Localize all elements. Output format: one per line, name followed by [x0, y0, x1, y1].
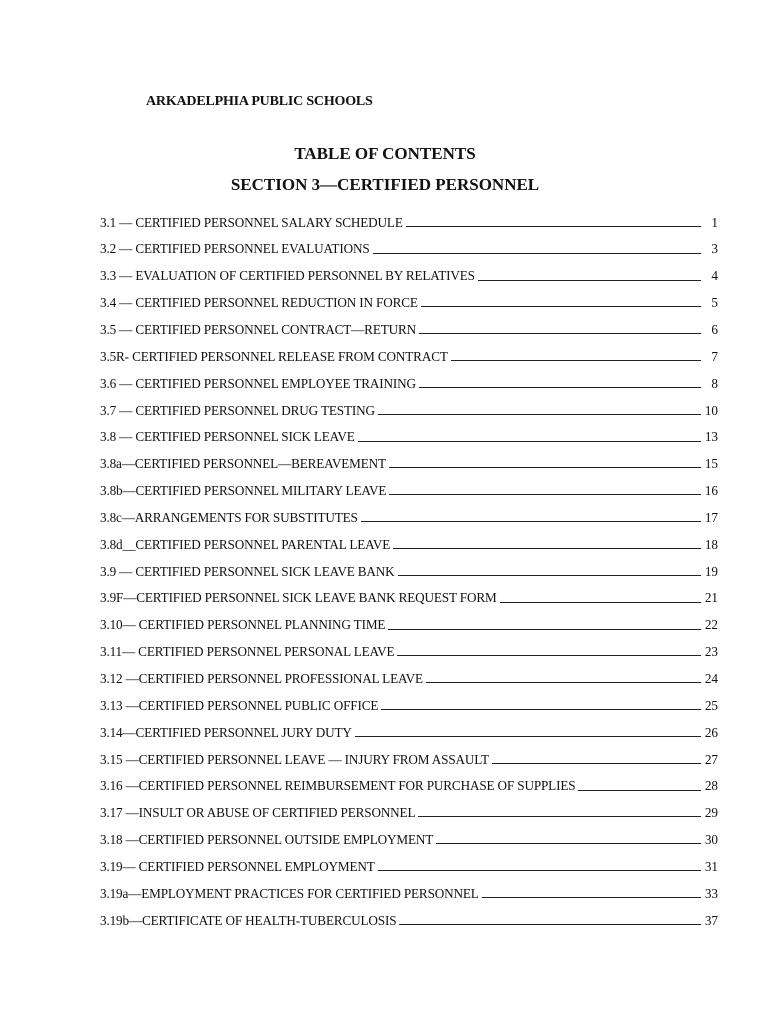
- toc-leader-line: [389, 494, 701, 495]
- toc-entry-label: 3.9F—CERTIFIED PERSONNEL SICK LEAVE BANK REQUEST FORM: [100, 590, 497, 606]
- toc-entry-page: 33: [704, 885, 718, 901]
- toc-entry-label: 3.19a—EMPLOYMENT PRACTICES FOR CERTIFIED PERSONNEL: [100, 885, 479, 901]
- toc-entry-page: 6: [711, 322, 718, 338]
- toc-entry-page: 26: [704, 724, 718, 740]
- toc-entry-page: 10: [704, 402, 718, 418]
- toc-leader-line: [500, 602, 701, 603]
- toc-entry-label: 3.8c—ARRANGEMENTS FOR SUBSTITUTES: [100, 509, 358, 525]
- toc-entry-page: 27: [704, 751, 718, 767]
- toc-entry-label: 3.8 — CERTIFIED PERSONNEL SICK LEAVE: [100, 429, 355, 445]
- toc-leader-line: [451, 360, 701, 361]
- toc-entry-label: 3.9 — CERTIFIED PERSONNEL SICK LEAVE BANK: [100, 563, 395, 579]
- toc-entry-label: 3.1 — CERTIFIED PERSONNEL SALARY SCHEDULE: [100, 214, 403, 230]
- toc-entry-page: 24: [704, 670, 718, 686]
- toc-entry-label: 3.8a—CERTIFIED PERSONNEL—BEREAVEMENT: [100, 456, 386, 472]
- toc-entry-page: 37: [704, 912, 718, 928]
- toc-entry-label: 3.5R- CERTIFIED PERSONNEL RELEASE FROM CONTRACT: [100, 348, 448, 364]
- toc-leader-line: [419, 387, 701, 388]
- toc-leader-line: [399, 924, 701, 925]
- toc-leader-line: [426, 682, 701, 683]
- toc-entry-label: 3.19b—CERTIFICATE OF HEALTH-TUBERCULOSIS: [100, 912, 397, 928]
- toc-leader-line: [373, 253, 702, 254]
- toc-entry-page: 7: [711, 348, 718, 364]
- toc-entry-page: 4: [711, 268, 718, 284]
- toc-entry: [100, 712, 718, 739]
- toc-leader-line: [389, 467, 701, 468]
- toc-entry: [100, 551, 718, 578]
- toc-entry: [100, 766, 718, 793]
- toc-entry: [100, 739, 718, 766]
- toc-entry-page: 28: [704, 778, 718, 794]
- toc-entry-page: 23: [704, 644, 718, 660]
- toc-entry: [100, 578, 718, 605]
- toc-entry-page: 19: [704, 563, 718, 579]
- toc-leader-line: [492, 763, 701, 764]
- toc-entry-page: 15: [704, 456, 718, 472]
- toc-entry: [100, 283, 718, 310]
- toc-entry: [100, 336, 718, 363]
- toc-entry-page: 30: [704, 832, 718, 848]
- toc-leader-line: [436, 843, 701, 844]
- toc-entry: [100, 819, 718, 846]
- toc-entry-label: 3.5 — CERTIFIED PERSONNEL CONTRACT—RETURN: [100, 322, 417, 338]
- toc-leader-line: [397, 655, 701, 656]
- toc-leader-line: [393, 548, 701, 549]
- toc-entry-page: 29: [704, 805, 718, 821]
- toc-entry-label: 3.7 — CERTIFIED PERSONNEL DRUG TESTING: [100, 402, 375, 418]
- toc-entry: [100, 605, 718, 632]
- toc-entry: [100, 363, 718, 390]
- section-title: SECTION 3—CERTIFIED PERSONNEL: [230, 175, 540, 194]
- toc-entry: [100, 470, 718, 497]
- toc-entry-label: 3.13 —CERTIFIED PERSONNEL PUBLIC OFFICE: [100, 697, 379, 713]
- toc-entry-page: 16: [704, 483, 718, 499]
- toc-entry: [100, 229, 718, 256]
- toc-leader-line: [378, 414, 701, 415]
- toc-entry-label: 3.11— CERTIFIED PERSONNEL PERSONAL LEAVE: [100, 644, 395, 660]
- toc-leader-line: [578, 790, 701, 791]
- toc-entry: [100, 873, 718, 900]
- toc-entry: [100, 256, 718, 283]
- toc-leader-line: [398, 575, 701, 576]
- toc-entry-page: 8: [711, 375, 718, 391]
- document-title: TABLE OF CONTENTS: [294, 144, 476, 163]
- toc-entry: [100, 632, 718, 659]
- toc-entry-label: 3.12 —CERTIFIED PERSONNEL PROFESSIONAL LEAVE: [100, 670, 423, 686]
- toc-entry-label: 3.18 —CERTIFIED PERSONNEL OUTSIDE EMPLOYMENT: [100, 832, 434, 848]
- toc-entry-label: 3.8d__CERTIFIED PERSONNEL PARENTAL LEAVE: [100, 536, 391, 552]
- toc-entry-page: 17: [704, 509, 718, 525]
- toc-leader-line: [358, 441, 701, 442]
- toc-entry-label: 3.8b—CERTIFIED PERSONNEL MILITARY LEAVE: [100, 483, 387, 499]
- toc-leader-line: [388, 629, 701, 630]
- toc-entry: [100, 202, 718, 229]
- toc-entry-label: 3.10— CERTIFIED PERSONNEL PLANNING TIME: [100, 617, 386, 633]
- toc-entry-label: 3.4 — CERTIFIED PERSONNEL REDUCTION IN FORCE: [100, 295, 418, 311]
- toc-entry-label: 3.15 —CERTIFIED PERSONNEL LEAVE — INJURY FROM ASSAULT: [100, 751, 489, 767]
- toc-entry-page: 22: [704, 617, 718, 633]
- toc-entry-label: 3.2 — CERTIFIED PERSONNEL EVALUATIONS: [100, 241, 370, 257]
- toc-entry: [100, 846, 718, 873]
- toc-entry-label: 3.19— CERTIFIED PERSONNEL EMPLOYMENT: [100, 858, 375, 874]
- toc-leader-line: [419, 333, 701, 334]
- toc-leader-line: [418, 816, 701, 817]
- toc-leader-line: [378, 870, 701, 871]
- toc-entry: [100, 444, 718, 471]
- toc-leader-line: [381, 709, 701, 710]
- toc-entry: [100, 390, 718, 417]
- toc-entry: [100, 497, 718, 524]
- toc-entry-page: 21: [704, 590, 718, 606]
- toc-entry: [100, 658, 718, 685]
- toc-entry-label: 3.14—CERTIFIED PERSONNEL JURY DUTY: [100, 724, 352, 740]
- toc-leader-line: [406, 226, 701, 227]
- toc-leader-line: [361, 521, 701, 522]
- toc-entry: [100, 685, 718, 712]
- toc-entry-label: 3.6 — CERTIFIED PERSONNEL EMPLOYEE TRAINING: [100, 375, 416, 391]
- toc-leader-line: [355, 736, 701, 737]
- toc-leader-line: [482, 897, 701, 898]
- toc-entry: [100, 417, 718, 444]
- toc-entry-page: 3: [711, 241, 718, 257]
- toc-leader-line: [421, 306, 701, 307]
- toc-entry: [100, 309, 718, 336]
- toc-entry: [100, 900, 718, 927]
- toc-entry-page: 25: [704, 697, 718, 713]
- toc-entry-label: 3.16 —CERTIFIED PERSONNEL REIMBURSEMENT FOR PURCHASE OF SUPPLIES: [100, 778, 576, 794]
- toc-entry-page: 31: [704, 858, 718, 874]
- organization-name: ARKADELPHIA PUBLIC SCHOOLS: [146, 94, 373, 109]
- toc-leader-line: [478, 280, 701, 281]
- toc-entry-label: 3.3 — EVALUATION OF CERTIFIED PERSONNEL BY RELATIVES: [100, 268, 475, 284]
- toc-entry: [100, 793, 718, 820]
- toc-entry-page: 5: [711, 295, 718, 311]
- toc-entry-label: 3.17 —INSULT OR ABUSE OF CERTIFIED PERSONNEL: [100, 805, 416, 821]
- toc-entry-page: 18: [704, 536, 718, 552]
- toc-entry-page: 13: [704, 429, 718, 445]
- table-of-contents: [100, 202, 718, 927]
- toc-entry-page: 1: [711, 214, 718, 230]
- toc-entry: [100, 524, 718, 551]
